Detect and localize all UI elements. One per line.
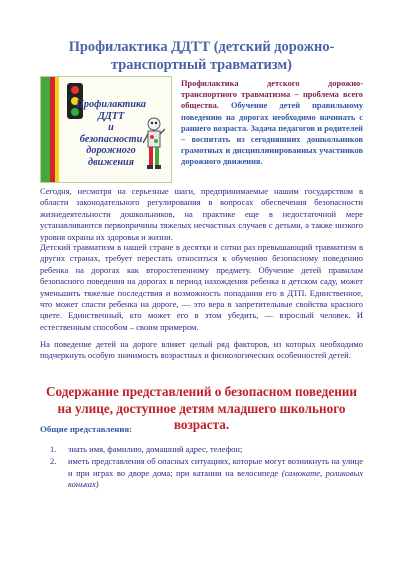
list-number: 1. bbox=[50, 444, 57, 454]
list-item bbox=[40, 456, 363, 490]
subheading: Общие представления: bbox=[40, 424, 133, 434]
ddtt-banner-image bbox=[40, 76, 172, 183]
green-stripe bbox=[41, 77, 50, 183]
intro-text bbox=[181, 78, 363, 168]
list-text-italic: (самокате, роликовых коньках) bbox=[68, 467, 364, 490]
banner-text: Профилактика ДДТТ и безопасности дорожного движения bbox=[75, 99, 146, 168]
section-heading: Содержание представлений о безопасном поведении на улице, доступное детям младшего школьного возраста. bbox=[46, 384, 357, 433]
paragraph-1: Сегодня, несмотря на серьезные шаги, предпринимаемые нашим государством в области законодательного регулирования в вопросах обеспечения безопасности жизнедеятельности дошкольников, на практике еще в недостаточной мере устанавливаются первопричины тяжелых несчастных случаев с детьми, а также низкого уровня охраны их здоровья и жизни. bbox=[40, 186, 363, 242]
rules-list bbox=[40, 444, 363, 492]
yellow-stripe bbox=[55, 77, 59, 183]
intro-part1: Профилактика детского дорожно-транспортного травматизма – проблема всего общества. bbox=[181, 79, 363, 111]
list-number: 2. bbox=[50, 456, 57, 467]
paragraph-3: На поведение детей на дороге влияет целый ряд факторов, из которых необходимо подчеркнуть особую значимость возрастных и физиологических особенностей детей. bbox=[40, 339, 363, 361]
list-text: знать имя, фамилию, домашний адрес, телефон; bbox=[68, 444, 243, 454]
list-item bbox=[40, 444, 363, 455]
intro-part2: Обучение детей правильному поведению на дорогах необходимо начинать с раннего возраста. Задача педагогов и родителей – воспитать из сегодняшних дошкольников грамотных и дисциплинированных участников дорожного движения. bbox=[181, 101, 364, 167]
traffic-robot-icon bbox=[143, 117, 165, 175]
paragraph-2: Детский травматизм в нашей стране в десятки и сотни раз превышающий травматизм в других странах, требует перестать относиться к обучению безопасному поведению ребенка на дорогах как второстепенному предмету. Обучение детей правилам безопасного поведения на дорогах в период нахождения ребенка в детском саду, может уменьшить тяжелые последствия и возможность попадания его в ДТП. Единственное, что может спасти ребенка на дороге, — это вера в запретительные свойства красного цвете. Единственный, кто может его в этом убедить, — взрослый человек. И естественным способом – своим примером. bbox=[40, 242, 363, 332]
page-title: Профилактика ДДТТ (детский дорожно-транспортный травматизм) bbox=[68, 39, 335, 73]
list-text: иметь представления об опасных ситуациях, которые могут возникнуть на улице и при играх во дворе дома; при катании на велосипеде bbox=[68, 456, 363, 478]
